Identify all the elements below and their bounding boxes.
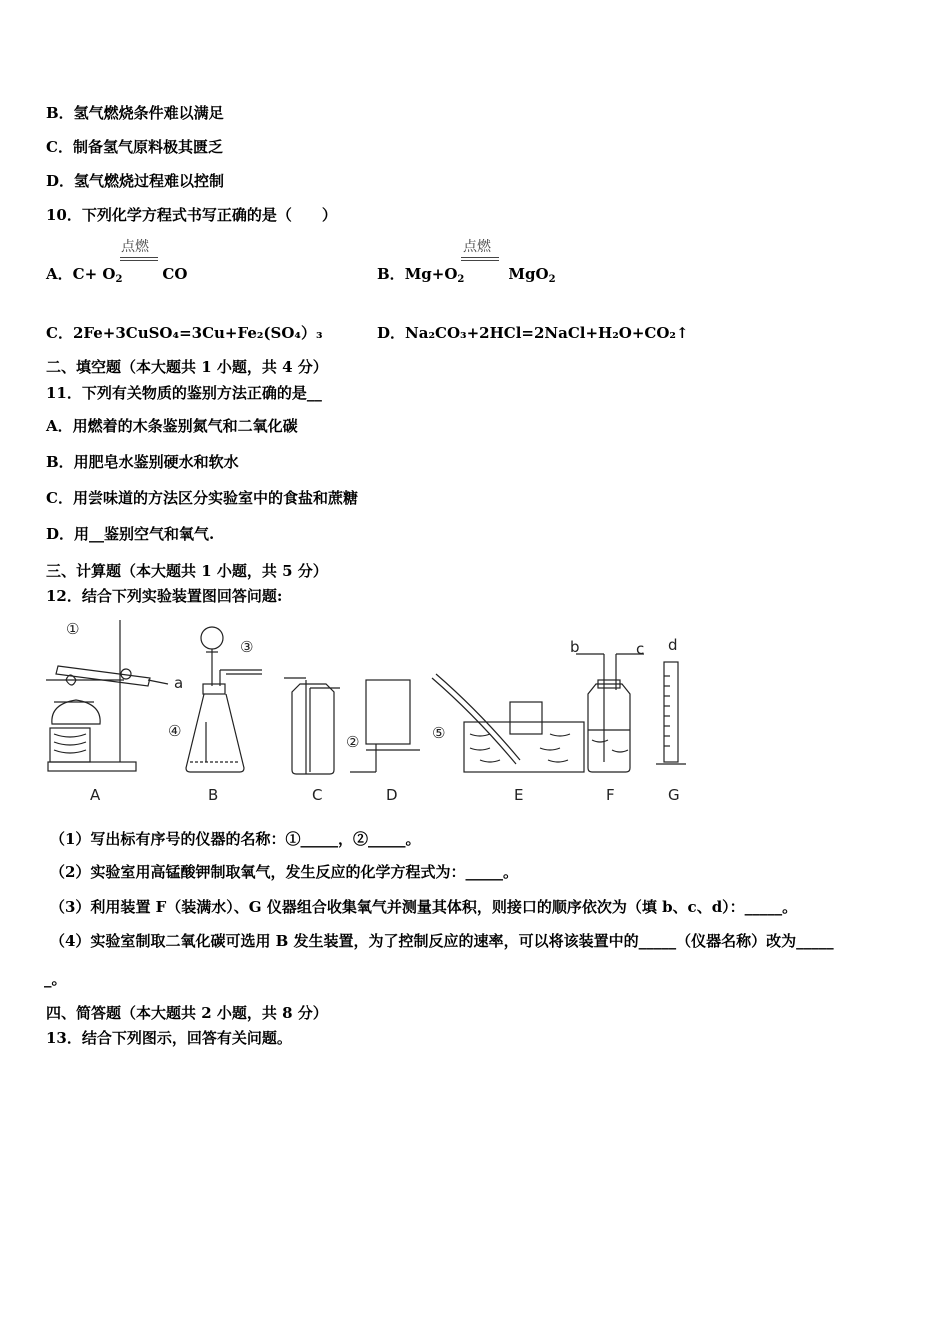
q10-a-condition: 点燃: [121, 239, 149, 255]
q13-stem: 13．结合下列图示，回答有关问题。: [46, 1029, 292, 1047]
port-c: c: [636, 640, 645, 658]
port-d: d: [668, 636, 678, 654]
label-e: E: [514, 786, 524, 804]
mark-4: ④: [168, 722, 182, 740]
apparatus-g: [656, 662, 686, 764]
apparatus-d: [350, 680, 420, 772]
label-c: C: [312, 786, 323, 804]
label-a: A: [90, 786, 101, 804]
q12-part-3: （3）利用装置 F（装满水）、G 仪器组合收集氧气并测量其体积，则接口的顺序依次为（填 b、c、d）：_____。: [50, 898, 798, 916]
label-f: F: [606, 786, 615, 804]
q12-part-2: （2）实验室用高锰酸钾制取氧气，发生反应的化学方程式为：_____。: [50, 863, 518, 881]
mark-3: ③: [240, 638, 254, 656]
port-a: a: [174, 674, 184, 692]
q10-option-b: B．$Mg+O_2$ MgO$_2$: [377, 265, 556, 285]
apparatus-e: [432, 674, 584, 772]
q10-stem: 10．下列化学方程式书写正确的是（ ）: [46, 206, 337, 224]
q11-option-a: A．用燃着的木条鉴别氮气和二氧化碳: [46, 417, 298, 435]
q12-part-4-cont: _。: [44, 970, 67, 988]
apparatus-c: [284, 678, 340, 774]
q12-part-4: （4）实验室制取二氧化碳可选用 B 发生装置，为了控制反应的速率，可以将该装置中的_____（仪器名称）改为_____: [50, 932, 834, 950]
apparatus-f: [576, 654, 644, 772]
q11-stem: 11．下列有关物质的鉴别方法正确的是__: [46, 384, 322, 402]
mark-1: ①: [66, 620, 80, 638]
section-4-heading: 四、简答题（本大题共 2 小题，共 8 分）: [46, 1004, 328, 1022]
q12-part-1: （1）写出标有序号的仪器的名称：①_____，②_____。: [50, 830, 421, 848]
q11-option-c: C．用尝味道的方法区分实验室中的食盐和蔗糖: [46, 489, 358, 507]
q11-option-b: B．用肥皂水鉴别硬水和软水: [46, 453, 239, 471]
q12-stem: 12．结合下列实验装置图回答问题:: [46, 587, 283, 605]
apparatus-a: [46, 620, 168, 771]
q9-option-b: B．氢气燃烧条件难以满足: [46, 104, 224, 122]
section-3-heading: 三、计算题（本大题共 1 小题，共 5 分）: [46, 562, 328, 580]
section-2-heading: 二、填空题（本大题共 1 小题，共 4 分）: [46, 358, 328, 376]
q10-option-c: C．2Fe+3CuSO₄=3Cu+Fe₂(SO₄）₃: [46, 324, 323, 342]
label-b: B: [208, 786, 219, 804]
q9-option-d: D．氢气燃烧过程难以控制: [46, 172, 225, 190]
q9-option-c: C．制备氢气原料极其匮乏: [46, 138, 223, 156]
q11-option-d: D．用__鉴别空气和氧气.: [46, 525, 215, 543]
port-b: b: [570, 638, 580, 656]
apparatus-figure: [40, 612, 700, 812]
mark-2: ②: [346, 733, 360, 751]
q10-option-a: A．$C+ O_2$ CO: [46, 265, 188, 285]
mark-5: ⑤: [432, 724, 446, 742]
label-g: G: [668, 786, 680, 804]
q10-option-d: D．Na₂CO₃+2HCl=2NaCl+H₂O+CO₂↑: [377, 324, 689, 342]
label-d: D: [386, 786, 398, 804]
q10-b-condition: 点燃: [463, 239, 491, 255]
